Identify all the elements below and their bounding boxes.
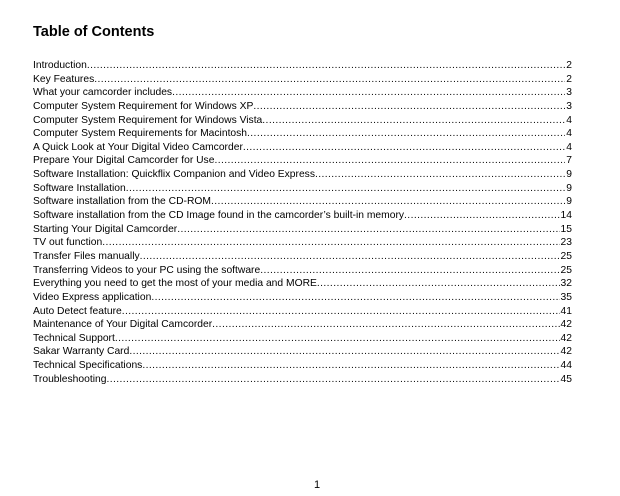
dot-leader [404,209,559,223]
dot-leader [122,305,560,319]
toc-entry-label[interactable]: Software installation from the CD-ROM [33,196,211,208]
toc-entry[interactable] [33,141,572,155]
toc-entry[interactable] [33,86,572,100]
toc-entry-page: 15 [560,223,572,235]
toc-entry-label[interactable]: Transfer Files manually [33,250,140,262]
dot-leader [211,195,565,209]
toc-entry-page: 41 [560,305,572,317]
dot-leader [102,236,559,250]
toc-entry-label[interactable]: Computer System Requirement for Windows XP [33,100,254,112]
dot-leader [212,318,559,332]
dot-leader [317,277,560,291]
toc-entry-page: 32 [560,278,572,290]
toc-entry[interactable] [33,250,572,264]
toc-entry-page: 2 [566,73,572,85]
toc-entry-page: 7 [566,155,572,167]
toc-entry-page: 14 [560,210,572,222]
dot-leader [315,168,565,182]
dot-leader [126,182,566,196]
toc-entry-page: 25 [560,264,572,276]
toc-entry-label[interactable]: Computer System Requirements for Macintosh [33,128,248,140]
toc-entry[interactable] [33,195,572,209]
dot-leader [172,86,565,100]
toc-entry-label[interactable]: Software Installation: Quickflix Companion and Video Express [33,169,315,181]
toc-entry-label[interactable]: Technical Specifications [33,360,143,372]
dot-leader [260,264,559,278]
dot-leader [106,373,559,387]
toc-entry[interactable] [33,182,572,196]
toc-entry-page: 35 [560,291,572,303]
toc-entry[interactable] [33,359,572,373]
toc-entry-label[interactable]: Computer System Requirement for Windows Vista [33,114,263,126]
dot-leader [115,332,560,346]
toc-entry-page: 9 [566,196,572,208]
dot-leader [140,250,560,264]
toc-entry[interactable] [33,73,572,87]
dot-leader [247,127,565,141]
toc-entry-page: 4 [566,114,572,126]
toc-entry-page: 4 [566,141,572,153]
toc-entry[interactable] [33,332,572,346]
toc-title: Table of Contents [33,24,155,40]
toc-entry[interactable] [33,318,572,332]
toc-entry[interactable] [33,100,572,114]
toc-entry[interactable] [33,127,572,141]
toc-entry-page: 3 [566,87,572,99]
dot-leader [151,291,559,305]
toc-entry-page: 4 [566,128,572,140]
toc-entry-page: 42 [560,346,572,358]
toc-entry[interactable] [33,236,572,250]
toc-entry-label[interactable]: Software Installation [33,182,126,194]
dot-leader [94,73,565,87]
dot-leader [87,59,565,73]
dot-leader [177,223,559,237]
toc-entry-label[interactable]: Transferring Videos to your PC using the software [33,264,261,276]
toc-entry-page: 42 [560,332,572,344]
dot-leader [142,359,559,373]
toc-entry-page: 42 [560,319,572,331]
toc-entry-label[interactable]: A Quick Look at Your Digital Video Camcorder [33,141,243,153]
toc-entry-label[interactable]: Software installation from the CD Image found in the camcorder’s built-in memory [33,210,405,222]
toc-entry-label[interactable]: Key Features [33,73,95,85]
toc-entry[interactable] [33,209,572,223]
toc-entry-page: 25 [560,250,572,262]
toc-entry[interactable] [33,291,572,305]
toc-entry[interactable] [33,345,572,359]
toc-entry-label[interactable]: Introduction [33,60,87,71]
toc-entry-page: 2 [566,60,572,71]
toc-entry-label[interactable]: Prepare Your Digital Camcorder for Use [33,155,215,167]
toc-entry-label[interactable]: Video Express application [33,291,152,303]
toc-entry[interactable] [33,305,572,319]
dot-leader [129,345,559,359]
dot-leader [262,114,565,128]
toc-entry-page: 9 [566,169,572,181]
toc-entry-label[interactable]: Maintenance of Your Digital Camcorder [33,319,213,331]
toc-entry[interactable] [33,264,572,278]
toc-entry-page: 9 [566,182,572,194]
toc-entry[interactable] [33,223,572,237]
dot-leader [253,100,565,114]
toc-entry-page: 3 [566,100,572,112]
toc-entry-page: 23 [560,237,572,249]
toc-entry-label[interactable]: Troubleshooting [33,373,107,385]
toc-entry-label[interactable]: Technical Support [33,332,115,344]
toc-entry-page: 44 [560,360,572,372]
toc-entry[interactable] [33,114,572,128]
toc-entry-label[interactable]: Starting Your Digital Camcorder [33,223,178,235]
dot-leader [243,141,565,155]
toc-entry[interactable] [33,373,572,387]
toc-entry[interactable] [33,277,572,291]
toc-entry[interactable] [33,154,572,168]
toc-entry-label[interactable]: What your camcorder includes [33,87,173,99]
toc-entry-label[interactable]: Auto Detect feature [33,305,122,317]
toc-entry-label[interactable]: TV out function [33,237,103,249]
toc-entry[interactable] [33,59,572,73]
toc-list [33,59,572,386]
toc-entry-label[interactable]: Everything you need to get the most of your media and MORE [33,278,317,290]
page-number: 1 [313,479,321,491]
toc-entry-page: 45 [560,373,572,385]
toc-entry-label[interactable]: Sakar Warranty Card [33,346,130,358]
dot-leader [214,154,565,168]
toc-entry[interactable] [33,168,572,182]
